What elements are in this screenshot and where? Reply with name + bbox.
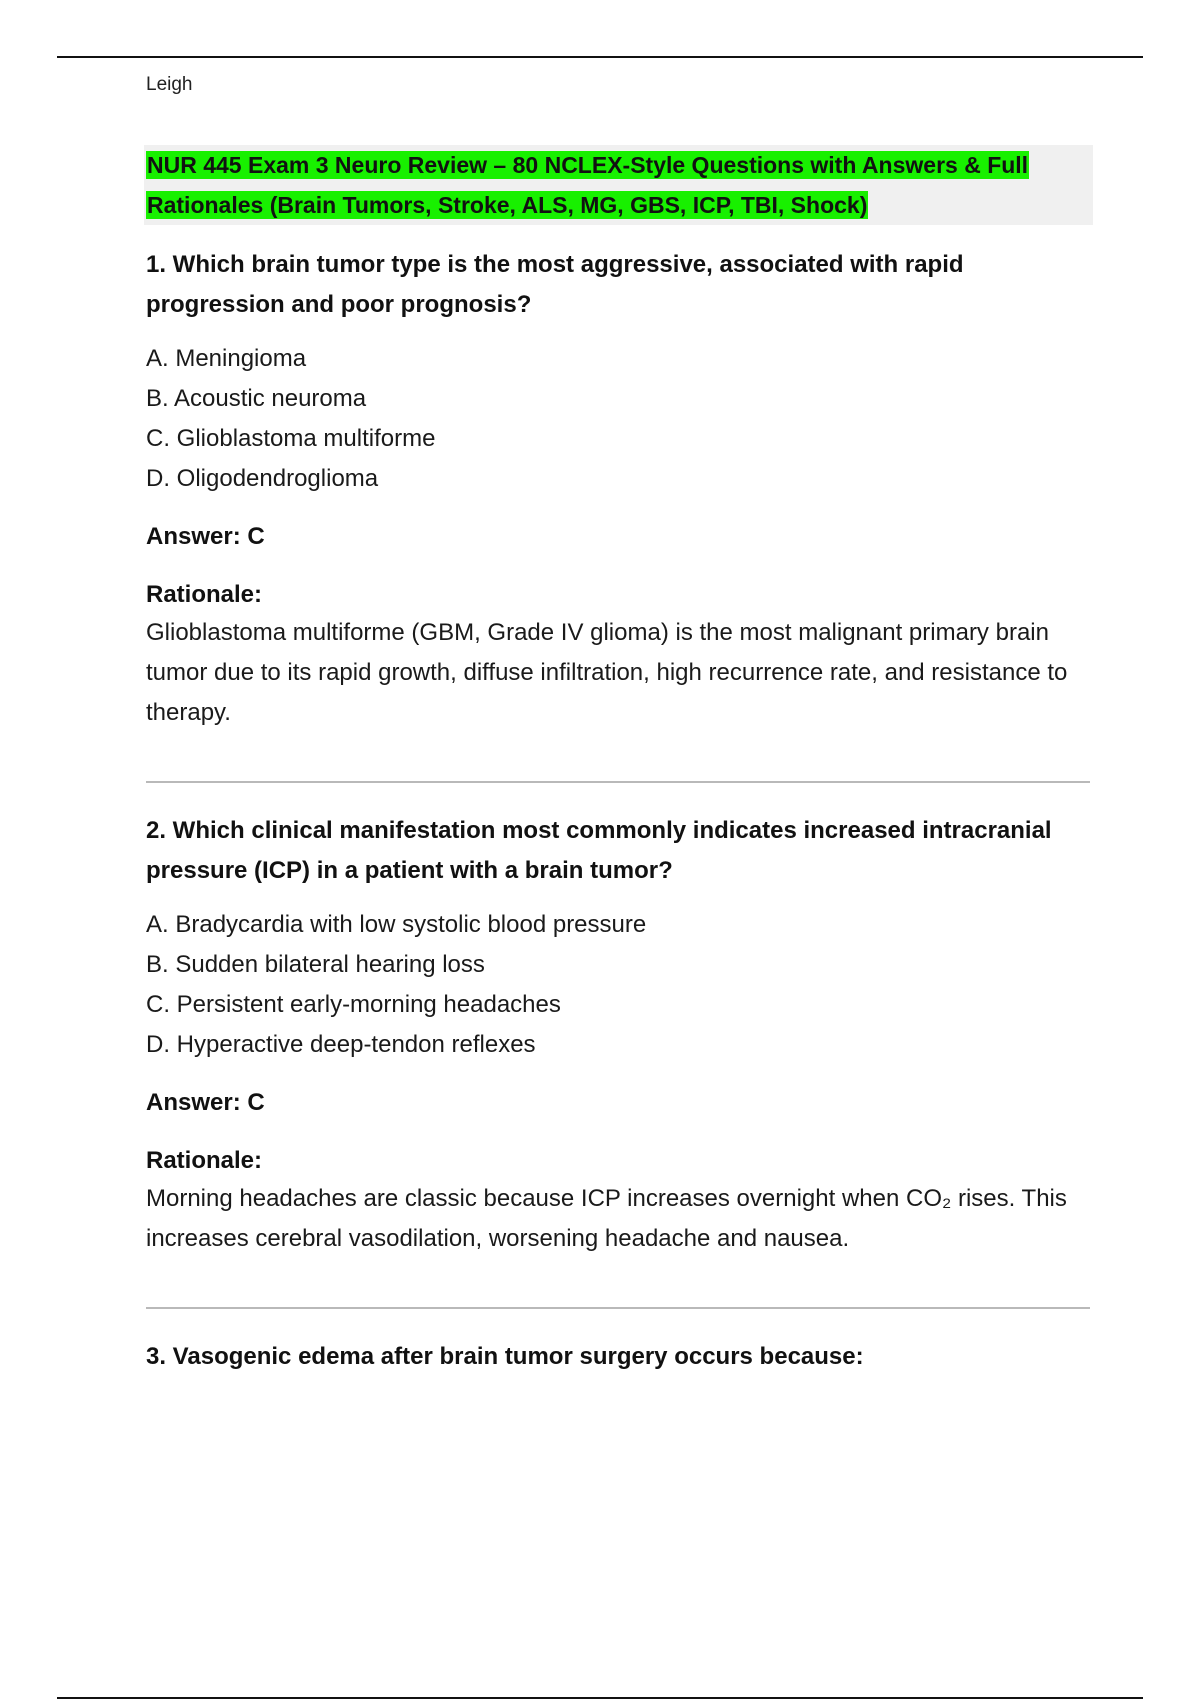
answer-2: Answer: C (146, 1089, 265, 1116)
question-block-3 (146, 1337, 1091, 1377)
option-1d: D. Oligodendroglioma (146, 465, 379, 492)
options-list-1 (146, 339, 1091, 499)
option-1c: C. Glioblastoma multiforme (146, 425, 436, 452)
document-title-text: NUR 445 Exam 3 Neuro Review – 80 NCLEX-Style Questions with Answers & Full Rationales (Brain Tumors, Stroke, ALS, MG, GBS, ICP, TBI, Shock) (147, 152, 1029, 218)
rationale-text-2: Morning headaches are classic because ICP increases overnight when CO₂ rises. This increases cerebral vasodilation, worsening headache and nausea. (146, 1185, 1067, 1252)
question-block-2 (146, 811, 1091, 1259)
page-top-rule (57, 56, 1143, 58)
document-body (146, 145, 1091, 1377)
option-1b: B. Acoustic neuroma (146, 385, 367, 412)
document-title (144, 145, 1093, 225)
options-list-2 (146, 905, 1091, 1065)
question-text-3: 3. Vasogenic edema after brain tumor surgery occurs because: (146, 1343, 864, 1370)
section-divider-2 (146, 1307, 1090, 1309)
question-block-1 (146, 245, 1091, 733)
rationale-label-1: Rationale: (146, 581, 263, 608)
rationale-label-2: Rationale: (146, 1147, 263, 1174)
option-1a: A. Meningioma (146, 345, 307, 372)
page-bottom-rule (57, 1697, 1143, 1699)
page-author: Leigh (146, 74, 193, 95)
answer-1: Answer: C (146, 523, 265, 550)
question-text-2: 2. Which clinical manifestation most commonly indicates increased intracranial pressure (ICP) in a patient with a brain tumor? (146, 817, 1052, 884)
option-2d: D. Hyperactive deep-tendon reflexes (146, 1031, 536, 1058)
section-divider-1 (146, 781, 1090, 783)
option-2c: C. Persistent early-morning headaches (146, 991, 561, 1018)
question-text-1: 1. Which brain tumor type is the most aggressive, associated with rapid progression and poor prognosis? (146, 251, 964, 318)
rationale-text-1: Glioblastoma multiforme (GBM, Grade IV glioma) is the most malignant primary brain tumor due to its rapid growth, diffuse infiltration, high recurrence rate, and resistance to therapy. (146, 619, 1068, 726)
option-2a: A. Bradycardia with low systolic blood pressure (146, 911, 647, 938)
option-2b: B. Sudden bilateral hearing loss (146, 951, 485, 978)
